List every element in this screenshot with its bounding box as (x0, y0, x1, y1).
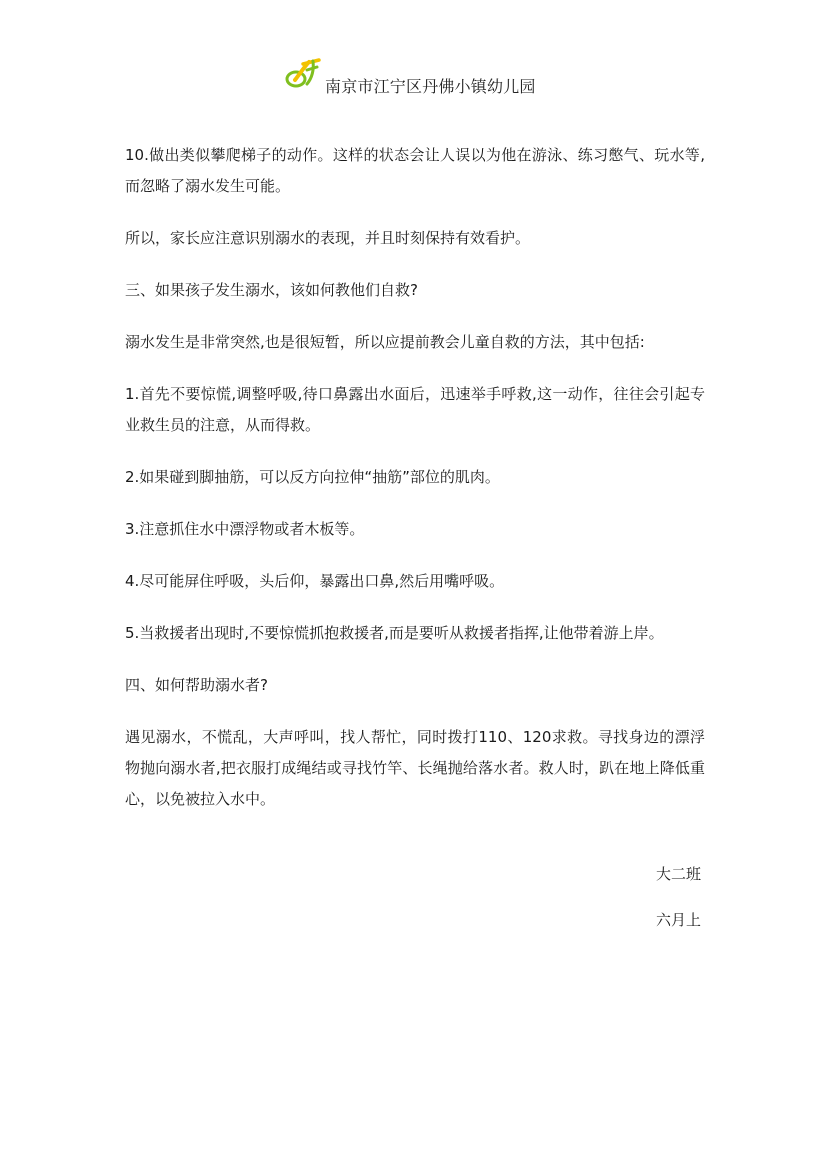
list-item-2: 2.如果碰到脚抽筋，可以反方向拉伸“抽筋”部位的肌肉。 (125, 468, 500, 486)
page-header (0, 58, 827, 98)
section-heading-4: 四、如何帮助溺水者? (125, 676, 268, 694)
paragraph-step-10: 10.做出类似攀爬梯子的动作。这样的状态会让人误以为他在游泳、练习憋气、玩水等,而忽略了溺水发生可能。 (125, 146, 705, 195)
paragraph-parent-advice: 所以，家长应注意识别溺水的表现，并且时刻保持有效看护。 (125, 229, 531, 247)
paragraph-helping-victims: 遇见溺水，不慌乱，大声呼叫，找人帮忙，同时拨打110、120求救。寻找身边的漂浮物抛向溺水者,把衣服打成绳结或寻找竹竿、长绳抛给落水者。救人时，趴在地上降低重心，以免被拉入水中。 (125, 728, 705, 808)
list-item-4: 4.尽可能屏住呼吸，头后仰，暴露出口鼻,然后用嘴呼吸。 (125, 572, 505, 590)
school-logo-icon (283, 58, 327, 90)
list-item-1: 1.首先不要惊慌,调整呼吸,待口鼻露出水面后，迅速举手呼救,这一动作，往往会引起专业救生员的注意，从而得救。 (125, 385, 705, 434)
list-item-3: 3.注意抓住水中漂浮物或者木板等。 (125, 520, 365, 538)
section-heading-3: 三、如果孩子发生溺水，该如何教他们自救? (125, 281, 418, 299)
article-body (125, 140, 705, 836)
school-name: 南京市江宁区丹佛小镇幼儿园 (325, 77, 536, 96)
list-item-5: 5.当救援者出现时,不要惊慌抓抱救援者,而是要听从救援者指挥,让他带着游上岸。 (125, 624, 664, 642)
paragraph-self-rescue-intro: 溺水发生是非常突然,也是很短暂，所以应提前教会儿童自救的方法，其中包括: (125, 333, 645, 351)
signature-class: 大二班 (655, 865, 701, 883)
signature-date: 六月上 (655, 911, 701, 929)
